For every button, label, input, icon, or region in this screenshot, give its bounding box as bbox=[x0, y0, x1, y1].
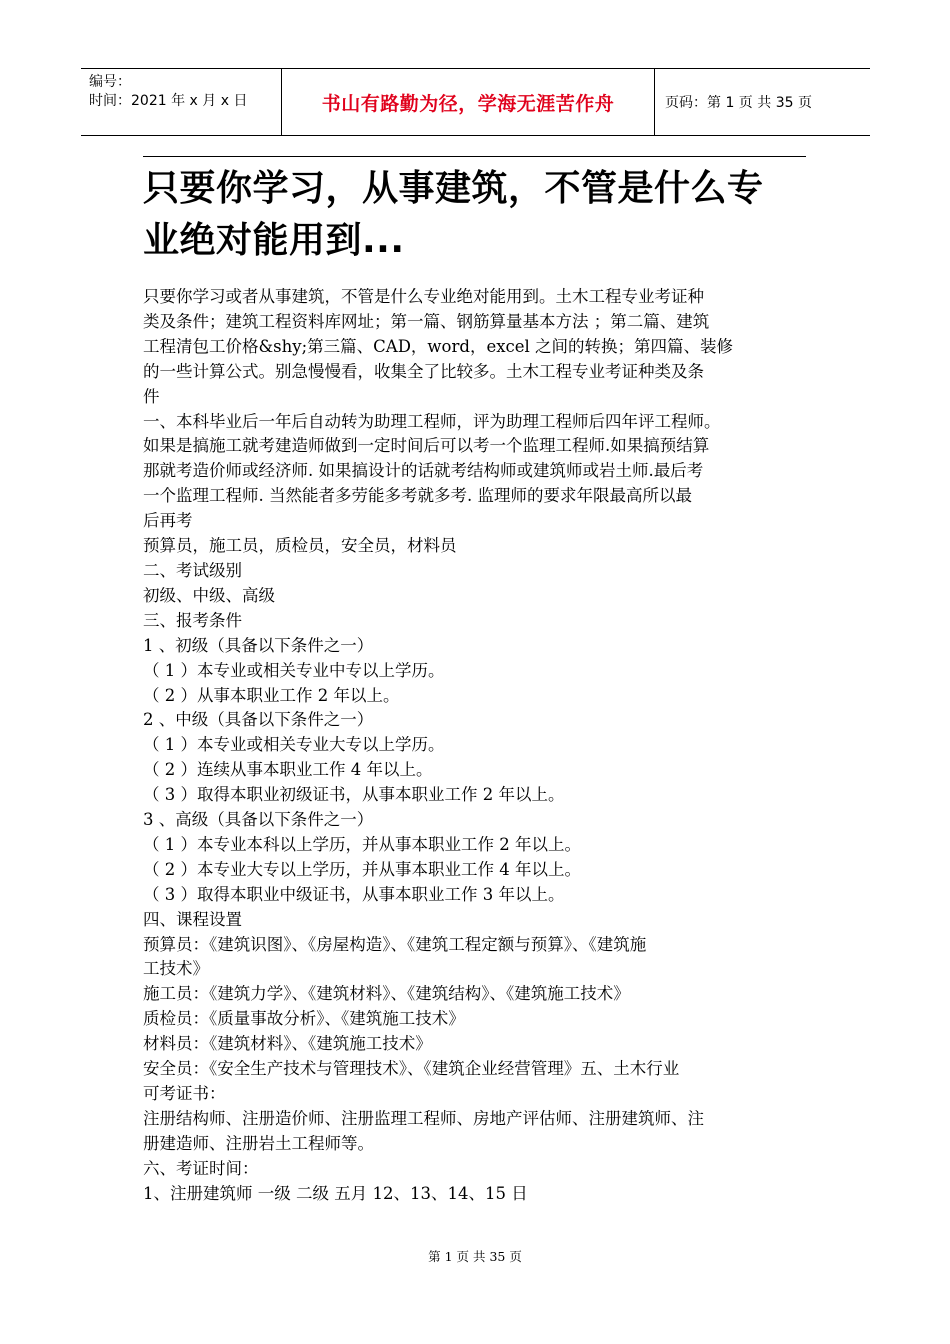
body-line: 材料员：《建筑材料》、《建筑施工技术》 bbox=[143, 1034, 432, 1054]
body-line: 预算员，施工员，质检员，安全员，材料员 bbox=[143, 536, 457, 556]
body-line: 一、本科毕业后一年后自动转为助理工程师，评为助理工程师后四年评工程师。 bbox=[143, 411, 721, 431]
document-title bbox=[143, 163, 823, 267]
title-divider bbox=[143, 156, 806, 157]
header-motto: 书山有路勤为径，学海无涯苦作舟 bbox=[281, 69, 655, 135]
body-line: 后再考 bbox=[143, 511, 193, 531]
body-line: 2 、中级（具备以下条件之一） bbox=[143, 710, 374, 730]
body-line: （ 1 ）本专业或相关专业中专以上学历。 bbox=[143, 660, 445, 680]
body-line: 册建造师、注册岩土工程师等。 bbox=[143, 1133, 374, 1153]
body-line: 工技术》 bbox=[143, 959, 209, 979]
body-line: 注册结构师、注册造价师、注册监理工程师、房地产评估师、注册建筑师、注 bbox=[143, 1108, 704, 1128]
document-body bbox=[143, 285, 803, 1207]
body-line: 1、注册建筑师 一级 二级 五月 12、13、14、15 日 bbox=[143, 1183, 528, 1203]
body-line: 类及条件；建筑工程资料库网址；第一篇、钢筋算量基本方法 ；第二篇、建筑 bbox=[143, 311, 710, 331]
header-page-info: 页码：第 1 页 共 35 页 bbox=[665, 95, 812, 111]
body-line: 工程清包工价格&shy;第三篇、CAD，word，excel 之间的转换；第四篇、装修 bbox=[143, 336, 734, 356]
page-header bbox=[81, 68, 870, 136]
body-line: 3 、高级（具备以下条件之一） bbox=[143, 810, 374, 830]
page-footer: 第 1 页 共 35 页 bbox=[428, 1249, 522, 1264]
body-line: 施工员：《建筑力学》、《建筑材料》、《建筑结构》、《建筑施工技术》 bbox=[143, 984, 630, 1004]
body-line: 如果是搞施工就考建造师做到一定时间后可以考一个监理工程师.如果搞预结算 bbox=[143, 436, 710, 456]
header-meta bbox=[81, 69, 281, 135]
body-line: 一个监理工程师. 当然能者多劳能多考就多考. 监理师的要求年限最高所以最 bbox=[143, 486, 692, 506]
body-line: 三、报考条件 bbox=[143, 610, 242, 630]
body-line: 二、考试级别 bbox=[143, 560, 242, 580]
document-number: 编号： bbox=[89, 74, 131, 90]
body-line: 安全员：《安全生产技术与管理技术》、《建筑企业经营管理》五、土木行业 bbox=[143, 1059, 680, 1079]
body-line: 四、课程设置 bbox=[143, 909, 242, 929]
title-line: 业绝对能用到... bbox=[143, 220, 405, 261]
body-line: （ 2 ）本专业大专以上学历，并从事本职业工作 4 年以上。 bbox=[143, 859, 581, 879]
body-line: 的一些计算公式。别急慢慢看，收集全了比较多。土木工程专业考证种类及条 bbox=[143, 361, 704, 381]
body-line: （ 3 ）取得本职业中级证书，从事本职业工作 3 年以上。 bbox=[143, 884, 565, 904]
body-line: 六、考证时间： bbox=[143, 1158, 259, 1178]
body-line: 初级、中级、高级 bbox=[143, 585, 275, 605]
body-line: （ 1 ）本专业或相关专业大专以上学历。 bbox=[143, 735, 445, 755]
title-line: 只要你学习，从事建筑，不管是什么专 bbox=[143, 168, 764, 209]
body-line: （ 1 ）本专业本科以上学历，并从事本职业工作 2 年以上。 bbox=[143, 834, 581, 854]
body-line: 质检员：《质量事故分析》、《建筑施工技术》 bbox=[143, 1009, 465, 1029]
body-line: 只要你学习或者从事建筑，不管是什么专业绝对能用到。土木工程专业考证种 bbox=[143, 287, 704, 306]
body-line: 1 、初级（具备以下条件之一） bbox=[143, 635, 374, 655]
body-line: 件 bbox=[143, 386, 160, 406]
body-line: （ 2 ）连续从事本职业工作 4 年以上。 bbox=[143, 760, 433, 780]
body-line: 预算员：《建筑识图》、《房屋构造》、《建筑工程定额与预算》、《建筑施 bbox=[143, 934, 647, 954]
body-line: （ 3 ）取得本职业初级证书，从事本职业工作 2 年以上。 bbox=[143, 785, 565, 805]
body-line: （ 2 ）从事本职业工作 2 年以上。 bbox=[143, 685, 400, 705]
body-line: 那就考造价师或经济师. 如果搞设计的话就考结构师或建筑师或岩土师.最后考 bbox=[143, 461, 704, 481]
document-date: 时间：2021 年 x 月 x 日 bbox=[89, 93, 248, 109]
body-line: 可考证书： bbox=[143, 1084, 226, 1103]
